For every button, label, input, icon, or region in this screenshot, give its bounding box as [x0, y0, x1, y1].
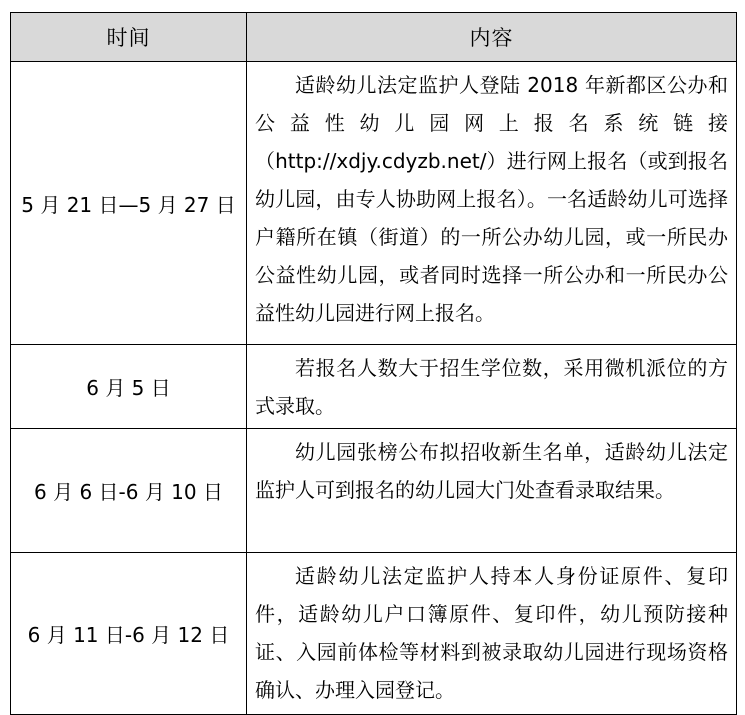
schedule-table — [10, 12, 737, 715]
row-date: 6 月 11 日-6 月 12 日 — [11, 553, 247, 715]
column-header-time: 时间 — [11, 13, 247, 62]
table-row — [11, 62, 737, 345]
row-date: 6 月 5 日 — [11, 345, 247, 429]
row-content: 若报名人数大于招生学位数，采用微机派位的方式录取。 — [247, 345, 737, 429]
table-header-row — [11, 13, 737, 62]
row-date: 6 月 6 日-6 月 10 日 — [11, 429, 247, 553]
table-row — [11, 553, 737, 715]
row-content: 幼儿园张榜公布拟招收新生名单，适龄幼儿法定监护人可到报名的幼儿园大门处查看录取结果。 — [247, 429, 737, 553]
column-header-content: 内容 — [247, 13, 737, 62]
row-content: 适龄幼儿法定监护人登陆 2018 年新都区公办和公益性幼儿园网上报名系统链接（http://xdjy.cdyzb.net/）进行网上报名（或到报名幼儿园，由专人协助网上报名）。一名适龄幼儿可选择户籍所在镇（街道）的一所公办幼儿园，或一所民办公益性幼儿园，或者同时选择一所公办和一所民办公益性幼儿园进行网上报名。 — [247, 62, 737, 345]
table-row — [11, 345, 737, 429]
row-date: 5 月 21 日—5 月 27 日 — [11, 62, 247, 345]
row-content: 适龄幼儿法定监护人持本人身份证原件、复印件，适龄幼儿户口簿原件、复印件，幼儿预防接种证、入园前体检等材料到被录取幼儿园进行现场资格确认、办理入园登记。 — [247, 553, 737, 715]
table-row — [11, 429, 737, 553]
